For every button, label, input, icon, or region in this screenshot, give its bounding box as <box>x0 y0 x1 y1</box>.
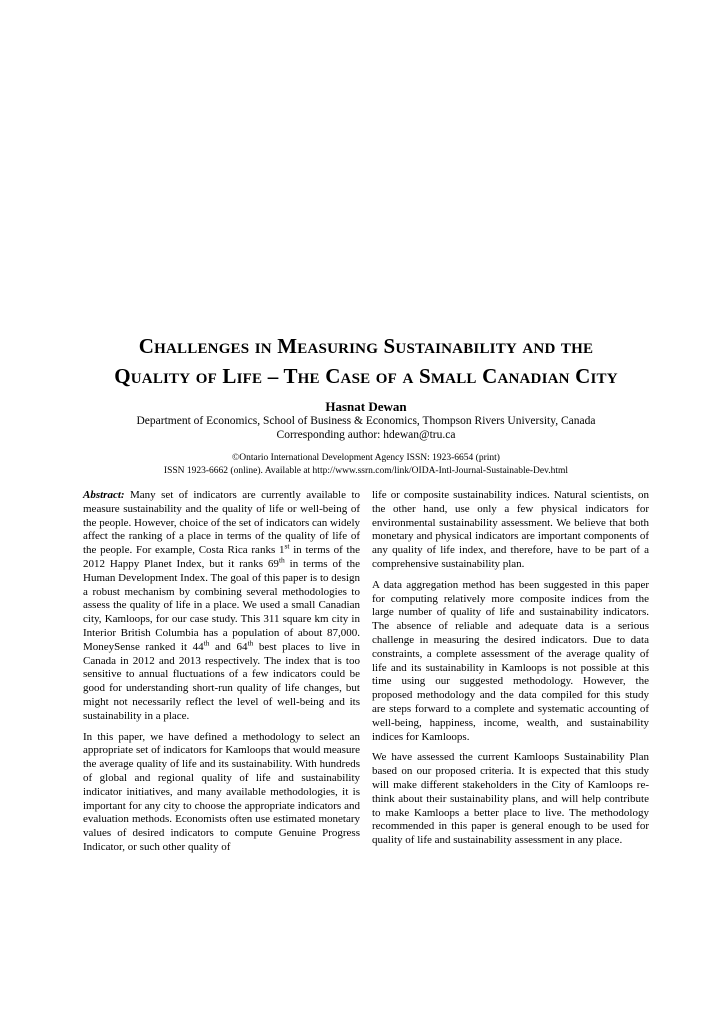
copyright-line2: ISSN 1923-6662 (online). Available at http://www.ssrn.com/link/OIDA-Intl-Journal-Sustainable-Dev.html <box>163 466 569 476</box>
abstract-p1-seg1: Many set of indicators are currently available to measure sustainability and the quality of life or well-being of the people. However, choice of the set of indicators can widely affect the ranking of a place in terms of the quality of life of the people. For example, Costa Rica ranks 1 <box>83 489 360 557</box>
abstract-paragraph-3: life or composite sustainability indices. Natural scientists, on the other hand, use only a few physical indicators for environmental sustainability assessment. We believe that both monetary and physical indicators are important components of any quality of life index, and therefore, have to be part of a comprehensive sustainability plan. <box>372 489 649 570</box>
copyright-block <box>83 452 649 478</box>
abstract-paragraph-2: In this paper, we have defined a methodology to select an appropriate set of indicators for Kamloops that would measure the average quality of life and its sustainability. With hundreds of global and regional quality of life and sustainability indicator initiatives, and many available methodologies, it is important for any city to choose the appropriate indicators and evaluation methods. Economists often use estimated monetary values of desired indicators to compute Genuine Progress Indicator, or such other quality of <box>83 730 360 853</box>
ordinal-superscript: th <box>203 638 210 648</box>
ordinal-superscript: st <box>284 541 290 551</box>
right-column <box>372 489 649 855</box>
abstract-paragraph-5: We have assessed the current Kamloops Sustainability Plan based on our proposed criteria. It is expected that this study will make different stakeholders in the City of Kamloops re-think about their sustainability plans, and will help contribute to make Kamloops a better place to live. The methodology recommended in this paper is general enough to be used for quality of life and sustainability assessment in any place. <box>372 751 649 847</box>
abstract-columns <box>83 489 649 855</box>
left-column <box>83 489 360 855</box>
author-name: Hasnat Dewan <box>325 399 407 414</box>
paper-title-line1: Challenges in Measuring Sustainability and the <box>138 334 594 358</box>
paper-title-line2: Quality of Life – The Case of a Small Canadian City <box>114 364 618 388</box>
abstract-p1-seg4: and 64 <box>209 640 248 653</box>
paper-content <box>83 331 649 855</box>
abstract-p1-seg3: in terms of the Human Development Index. The goal of this paper is to design a robust mechanism by combining several methodologies to assess the quality of life in a place. We used a small Canadian city, Kamloops, for our case study. This 311 square km city in Interior British Columbia has a population of about 87,000. MoneySense ranked it 44 <box>83 557 360 653</box>
abstract-paragraph-4: A data aggregation method has been suggested in this paper for computing relatively more composite indices from the large number of quality of life and sustainability indicators. The absence of reliable and adequate data is a serious challenge in measuring the desired indicators. Due to data constraints, a complete assessment of the average quality of life and its sustainability in Kamloops is not possible at this time using our suggested methodology. However, the proposed methodology and the data compiled for this study are steps forward to a complete and systematic accounting of well-being, happiness, income, wealth, and sustainability indices for Kamloops. <box>372 578 649 743</box>
ordinal-superscript: th <box>278 555 285 565</box>
abstract-p1-seg5: best places to live in Canada in 2012 and 2013 respectively. The index that is too sensitive to annual fluctuations of a few indicators could be good for understanding short-run quality of life changes, but might not necessarily reflect the level of well-being and its sustainability in a place. <box>83 640 360 722</box>
author-affiliation: Department of Economics, School of Business & Economics, Thompson Rivers University, Canada <box>136 415 596 427</box>
abstract-paragraph-1 <box>83 489 360 724</box>
ordinal-superscript: th <box>247 638 254 648</box>
abstract-label: Abstract: <box>83 489 125 501</box>
paper-title <box>83 331 649 391</box>
corresponding-author-line: Corresponding author: hdewan@tru.ca <box>276 429 456 441</box>
abstract-p1-seg2: in terms of the 2012 Happy Planet Index, but it ranks 69 <box>83 544 360 570</box>
copyright-line1: ©Ontario International Development Agency ISSN: 1923-6654 (print) <box>232 453 500 463</box>
